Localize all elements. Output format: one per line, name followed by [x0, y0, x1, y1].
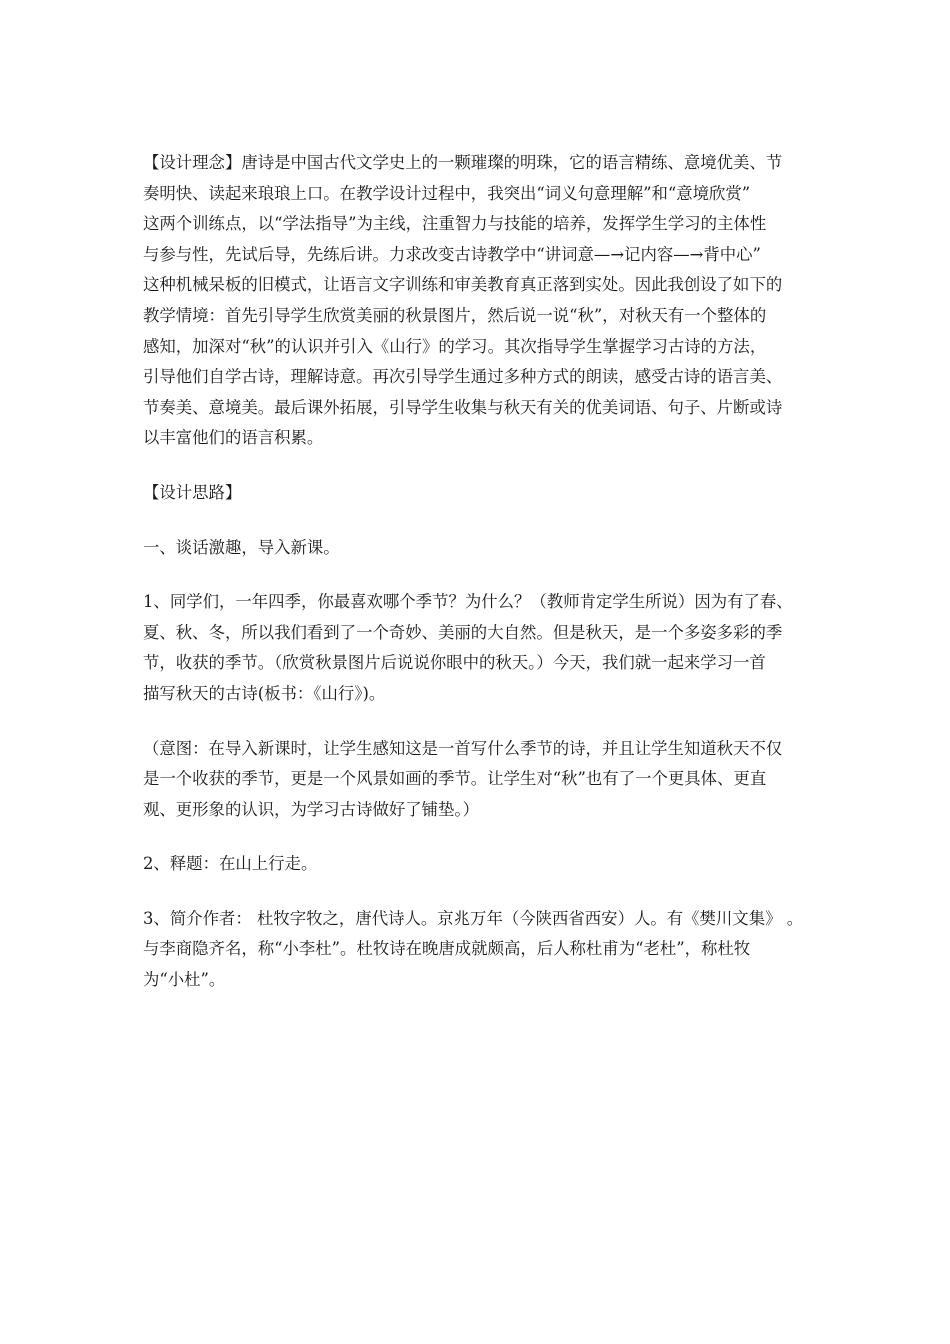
- spacer: [143, 454, 815, 478]
- item-2-paragraph: [143, 849, 815, 880]
- paragraph-line: 观、更形象的认识，为学习古诗做好了铺垫。）: [143, 799, 480, 819]
- paragraph-line: 为“小杜”。: [143, 970, 226, 990]
- section-one-heading: [143, 533, 815, 564]
- section-heading: 【设计思路】: [143, 482, 242, 502]
- design-idea-heading: [143, 478, 815, 509]
- paragraph-line: 引导他们自学古诗，理解诗意。再次引导学生通过多种方式的朗读，感受古诗的语言美、: [143, 367, 783, 387]
- spacer: [143, 509, 815, 533]
- design-concept-paragraph: [143, 148, 815, 454]
- paragraph-line: 节奏美、意境美。最后课外拓展，引导学生收集与秋天有关的优美词语、句子、片断或诗: [143, 397, 783, 417]
- paragraph-line: 是一个收获的季节，更是一个风景如画的季节。让学生对“秋”也有了一个更具体、更直: [143, 769, 767, 789]
- paragraph-line: 2、释题：在山上行走。: [143, 854, 318, 874]
- spacer: [143, 710, 815, 734]
- paragraph-line: 奏明快、读起来琅琅上口。在教学设计过程中，我突出“词义句意理解”和“意境欣赏”: [143, 183, 751, 203]
- paragraph-line: 【设计理念】唐诗是中国古代文学史上的一颗璀璨的明珠，它的语言精练、意境优美、节: [143, 153, 783, 172]
- intent-paragraph: [143, 734, 815, 826]
- paragraph-line: 与李商隐齐名，称“小李杜”。杜牧诗在晚唐成就颇高，后人称杜甫为“老杜”，称杜牧: [143, 939, 751, 959]
- spacer: [143, 563, 815, 587]
- spacer: [143, 880, 815, 904]
- paragraph-line: 以丰富他们的语言积累。: [143, 428, 324, 448]
- paragraph-line: 感知，加深对“秋”的认识并引入《山行》的学习。其次指导学生掌握学习古诗的方法，: [143, 336, 767, 356]
- paragraph-line: （意图：在导入新课时，让学生感知这是一首写什么季节的诗，并且让学生知道秋天不仅: [143, 738, 783, 758]
- paragraph-line: 描写秋天的古诗(板书：《山行》)。: [143, 683, 386, 703]
- paragraph-line: 节，收获的季节。（欣赏秋景图片后说说你眼中的秋天。）今天，我们就一起来学习一首: [143, 653, 766, 673]
- item-3-paragraph: [143, 904, 815, 996]
- paragraph-line: 1、同学们，一年四季，你最喜欢哪个季节？为什么？（教师肯定学生所说）因为有了春、: [143, 592, 793, 612]
- spacer: [143, 825, 815, 849]
- paragraph-line: 夏、秋、冬，所以我们看到了一个奇妙、美丽的大自然。但是秋天，是一个多姿多彩的季: [143, 622, 783, 642]
- paragraph-line: 这两个训练点，以“学法指导”为主线，注重智力与技能的培养，发挥学生学习的主体性: [143, 214, 767, 234]
- item-1-paragraph: [143, 587, 815, 709]
- paragraph-line: 这种机械呆板的旧模式，让语言文字训练和审美教育真正落到实处。因此我创设了如下的: [143, 275, 783, 295]
- paragraph-line: 3、简介作者： 杜牧字牧之，唐代诗人。京兆万年（今陕西省西安）人。有《樊川文集》 。: [143, 908, 804, 928]
- paragraph-line: 教学情境：首先引导学生欣赏美丽的秋景图片，然后说一说“秋”，对秋天有一个整体的: [143, 305, 767, 325]
- paragraph-line: 与参与性，先试后导，先练后讲。力求改变古诗教学中“讲词意—→记内容—→背中心”: [143, 244, 761, 264]
- section-heading: 一、谈话激趣，导入新课。: [143, 537, 340, 557]
- document-page: [143, 148, 815, 996]
